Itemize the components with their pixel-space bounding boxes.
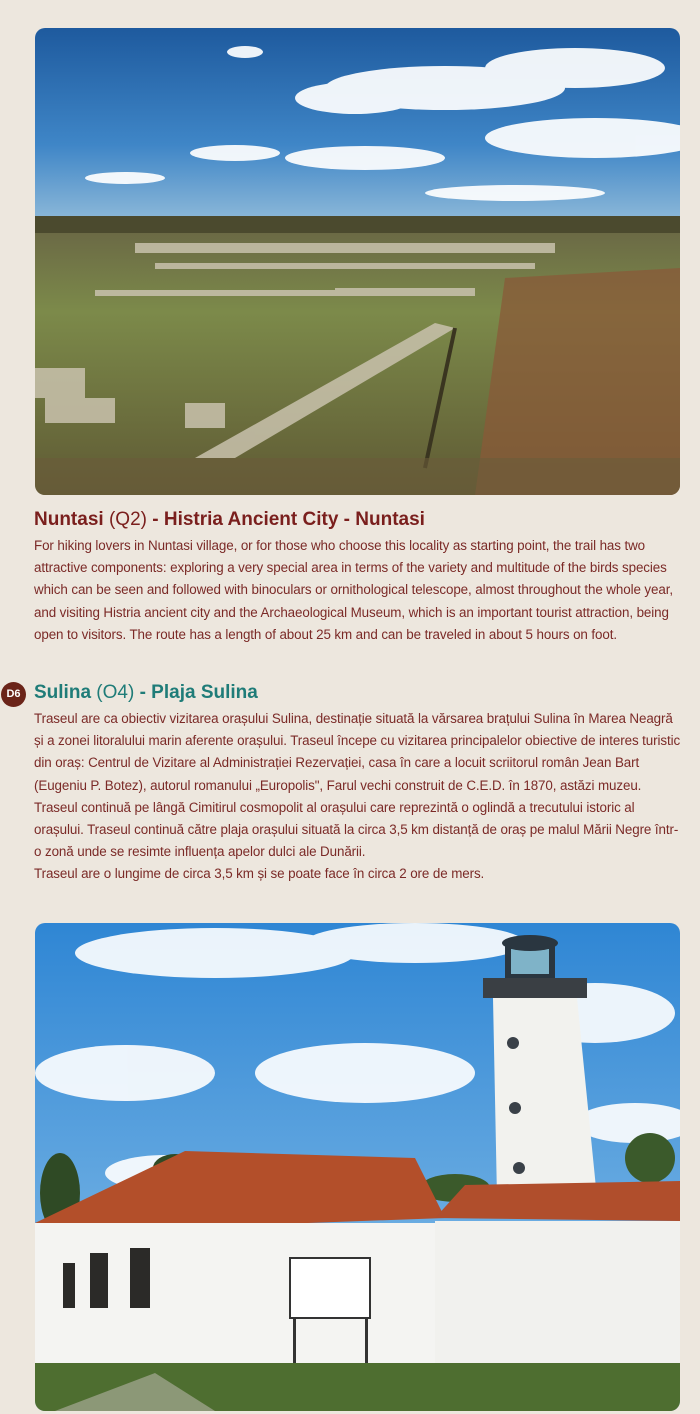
route-place-name: Sulina bbox=[34, 682, 92, 703]
histria-ruins-photo bbox=[35, 28, 680, 495]
route-paragraph: For hiking lovers in Nuntasi village, or for those who choose this locality as starting point, the trail has two attractive components: exploring a very special area in terms of the variety and multitude of the birds species which can be seen and followed with binoculars or ornithological telescope, almost throughout the whole year, and visiting Histria ancient city and the Archaeological Museum, which is an important tourist attraction, being open to visitors. The route has a length of about 25 km and can be traveled in about 5 hours on foot. bbox=[34, 538, 673, 642]
nuntasi-histria-section bbox=[34, 507, 684, 646]
nuntasi-route-description bbox=[34, 535, 684, 646]
route-paragraph: Traseul are o lungime de circa 3,5 km și se poate face în circa 2 ore de mers. bbox=[34, 866, 485, 882]
route-number-badge: D6 bbox=[1, 682, 26, 707]
route-map-code: (Q2) bbox=[108, 509, 147, 530]
route-paragraph: Traseul are ca obiectiv vizitarea orașului Sulina, destinație situată la vărsarea brațului Sulina în Marea Neagră și a zonei litoralului marin aferente orașului. Traseul începe cu vizitarea principalelor obiective de interes turistic din oraș: Centrul de Vizitare al Administrației Rezervației, casa în care a locuit scriitorul român Jean Bart (Eugeniu P. Botez), autorul romanului „Europolis", Farul vechi construit de C.E.D. în 1870, astăzi muzeu. Traseul continuă pe lângă Cimitirul cosmopolit al orașului care reprezintă o oglindă a trecutului istoric al orașului. Traseul continuă către plaja orașului situată la circa 3,5 km distanță de oraș pe malul Mării Negre într-o zonă unde se resimte influența apelor dulci ale Dunării. bbox=[34, 711, 681, 860]
nuntasi-route-title bbox=[34, 507, 684, 533]
route-name: - Plaja Sulina bbox=[134, 682, 258, 703]
sulina-lighthouse-photo bbox=[35, 923, 680, 1411]
sulina-route-description bbox=[34, 708, 684, 886]
route-map-code: (O4) bbox=[96, 682, 135, 703]
route-name: - Histria Ancient City - Nuntasi bbox=[146, 509, 425, 530]
sulina-plaja-section bbox=[34, 680, 684, 886]
route-place-name: Nuntasi bbox=[34, 509, 104, 530]
sulina-route-title bbox=[34, 680, 684, 706]
